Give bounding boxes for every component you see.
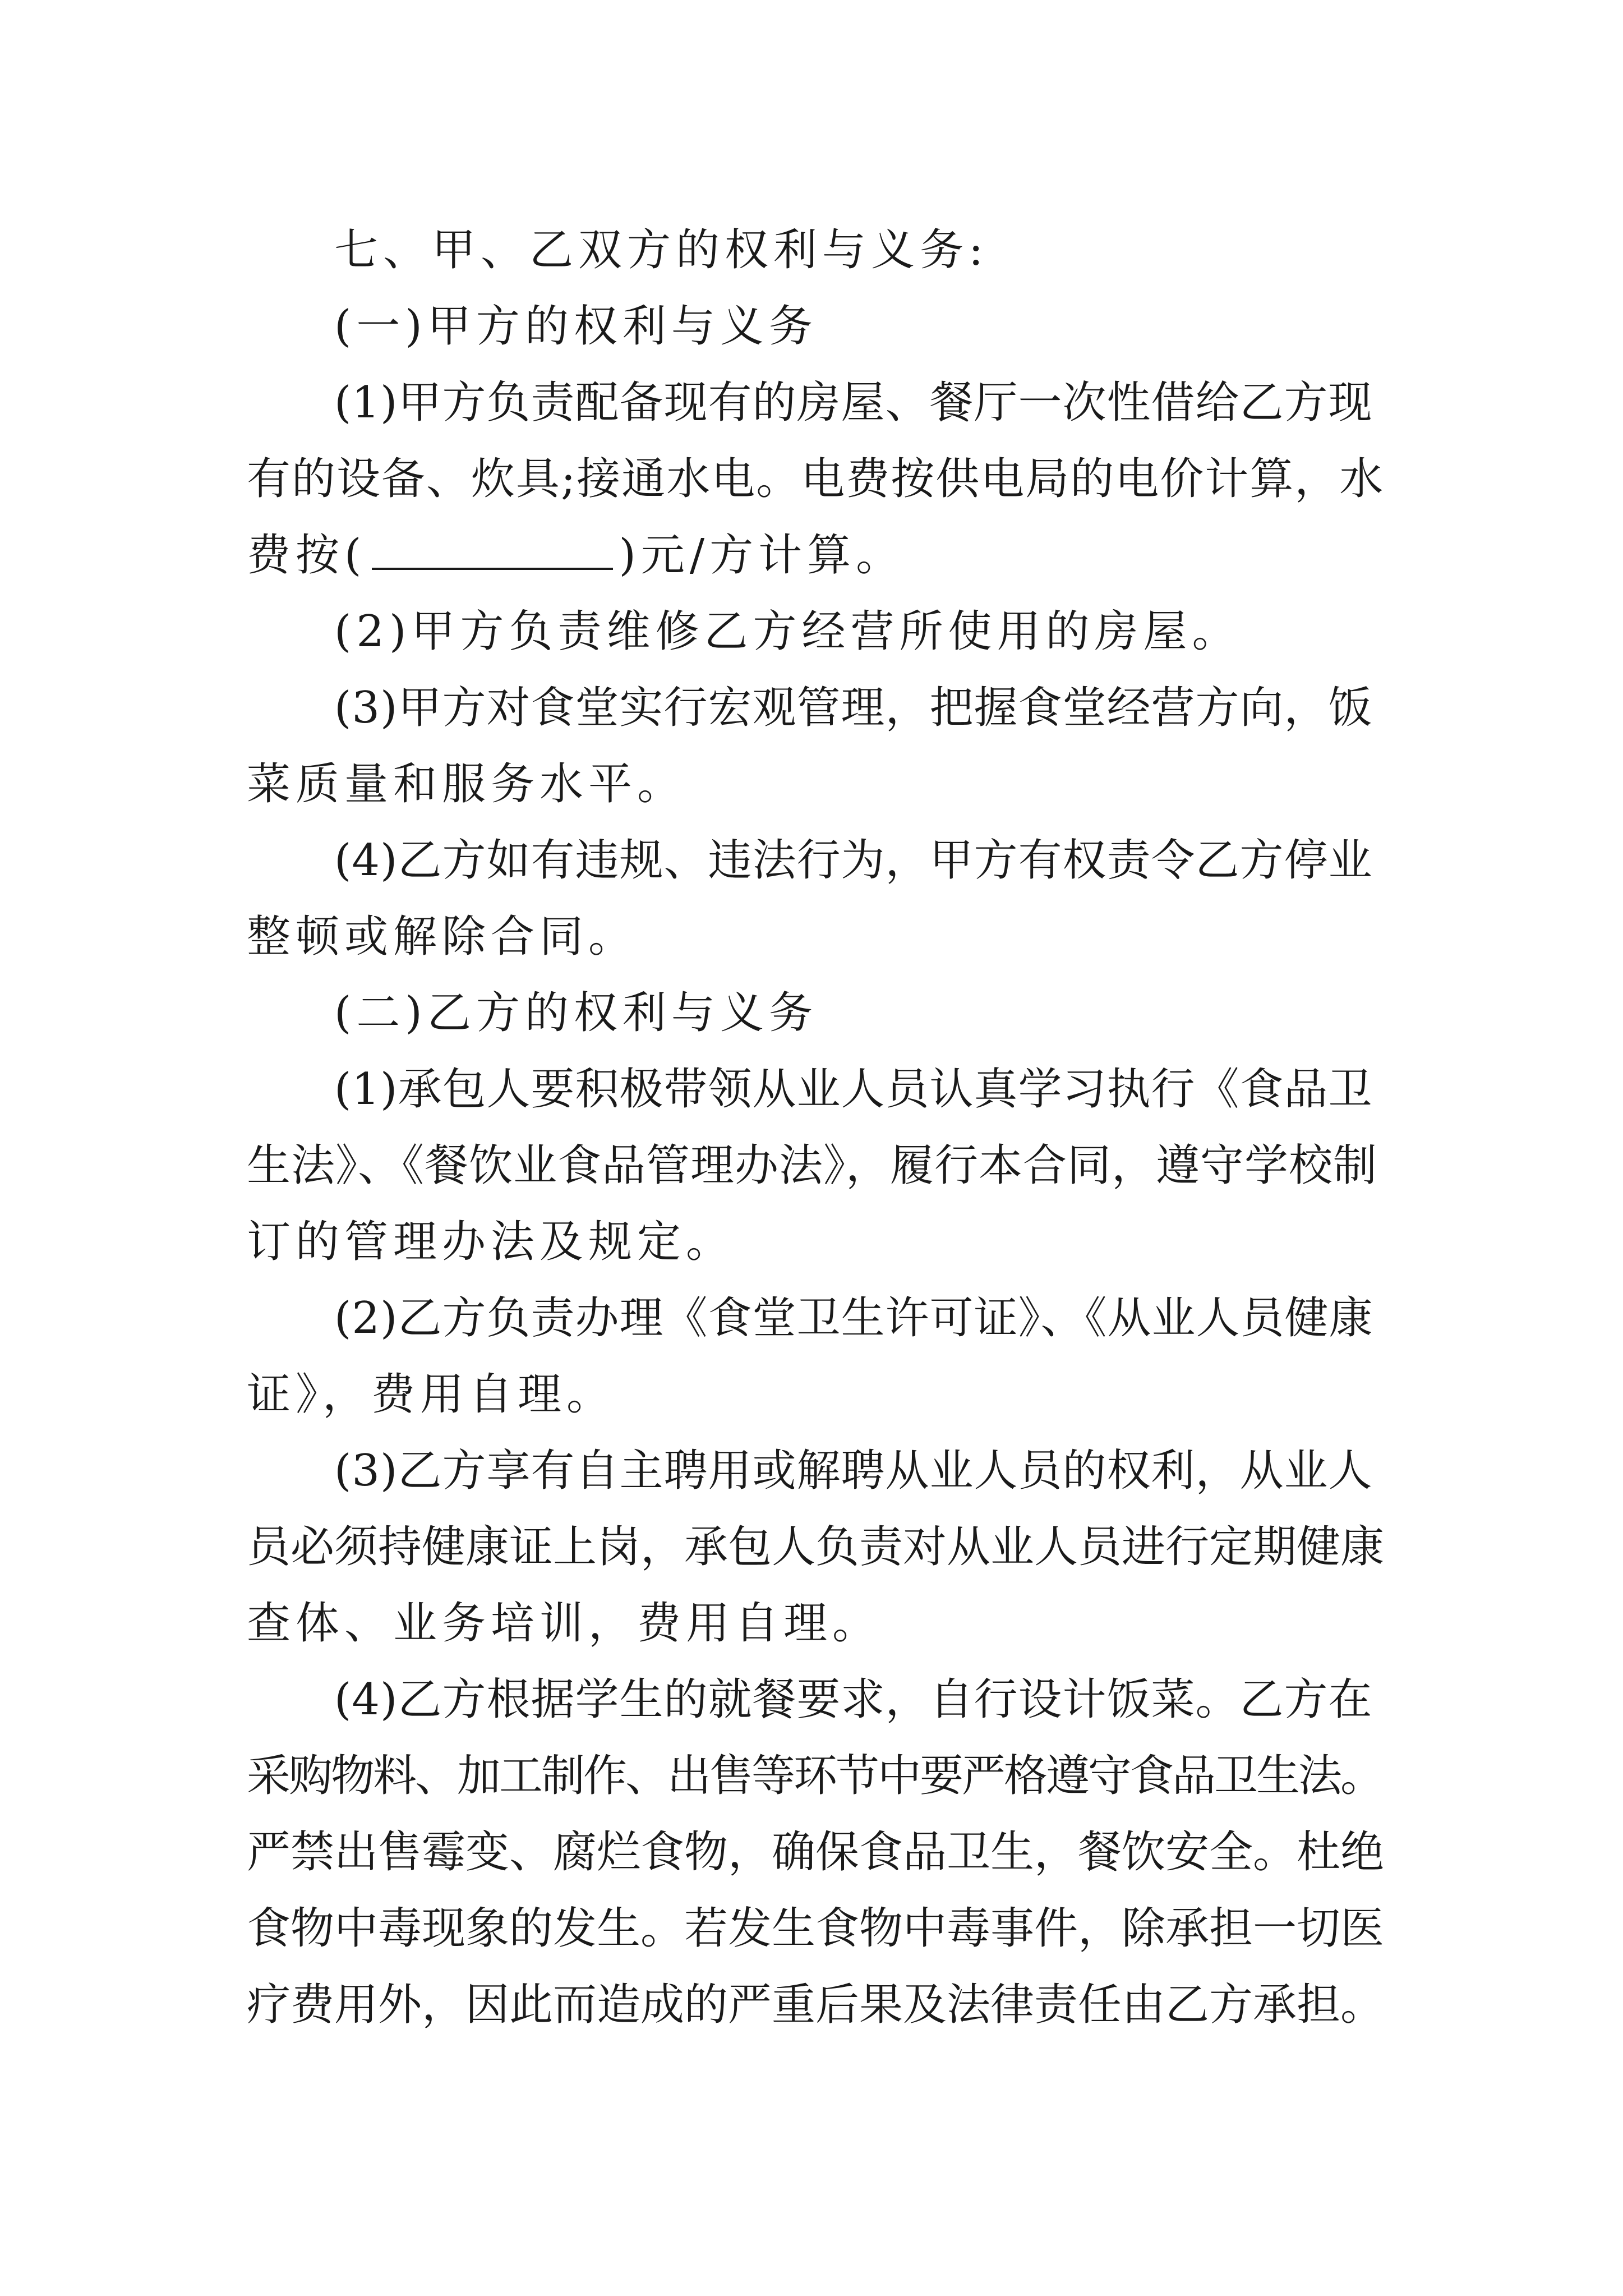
water-fee-suffix: )元/方计算。 <box>619 530 905 581</box>
party-b-item1-line3: 订的管理办法及规定。 <box>247 1217 735 1267</box>
party-b-title: (二)乙方的权利与义务 <box>334 988 818 1038</box>
party-b-item4-line2: 采购物料、加工制作、出售等环节中要严格遵守食品卫生法。 <box>247 1751 1383 1801</box>
party-b-item4-line3: 严禁出售霉变、腐烂食物，确保食品卫生，餐饮安全。杜绝 <box>247 1827 1385 1878</box>
party-b-item2-line2: 证》，费用自理。 <box>247 1369 616 1420</box>
party-b-item3-line1: (3)乙方享有自主聘用或解聘从业人员的权利，从业人 <box>334 1446 1373 1496</box>
party-b-item3-line2: 员必须持健康证上岗，承包人负责对从业人员进行定期健康 <box>247 1522 1385 1572</box>
party-b-item4-line4: 食物中毒现象的发生。若发生食物中毒事件，除承担一切医 <box>247 1903 1385 1954</box>
water-fee-prefix: 费按( <box>247 530 367 581</box>
party-a-item3-line1: (3)甲方对食堂实行宏观管理，把握食堂经营方向，饭 <box>334 683 1373 733</box>
party-a-item4-line2: 整顿或解除合同。 <box>247 912 638 962</box>
party-b-item3-line3: 查体、业务培训，费用自理。 <box>247 1598 882 1649</box>
party-b-item2-line1: (2)乙方负责办理《食堂卫生许可证》、《从业人员健康 <box>334 1293 1373 1343</box>
party-a-item1-line1: (1)甲方负责配备现有的房屋、餐厅一次性借给乙方现 <box>334 378 1373 428</box>
party-a-item1-line3 <box>247 527 905 583</box>
section-heading: 七、甲、乙双方的权利与义务: <box>334 225 989 275</box>
party-a-item2-line1: (2)甲方负责维修乙方经营所使用的房屋。 <box>334 606 1241 657</box>
party-a-title: (一)甲方的权利与义务 <box>334 301 818 352</box>
party-a-item1-line2: 有的设备、炊具;接通水电。电费按供电局的电价计算，水 <box>247 454 1385 504</box>
party-a-item3-line2: 菜质量和服务水平。 <box>247 759 686 809</box>
party-b-item4-line1: (4)乙方根据学生的就餐要求，自行设计饭菜。乙方在 <box>334 1674 1373 1725</box>
party-b-item1-line1: (1)承包人要积极带领从业人员认真学习执行《食品卫 <box>334 1064 1373 1115</box>
party-a-item4-line1: (4)乙方如有违规、违法行为，甲方有权责令乙方停业 <box>334 835 1373 886</box>
water-fee-blank <box>372 531 613 570</box>
party-b-item4-line5: 疗费用外，因此而造成的严重后果及法律责任由乙方承担。 <box>247 1980 1385 2030</box>
party-b-item1-line2: 生法》、《餐饮业食品管理办法》，履行本合同，遵守学校制 <box>247 1140 1378 1191</box>
